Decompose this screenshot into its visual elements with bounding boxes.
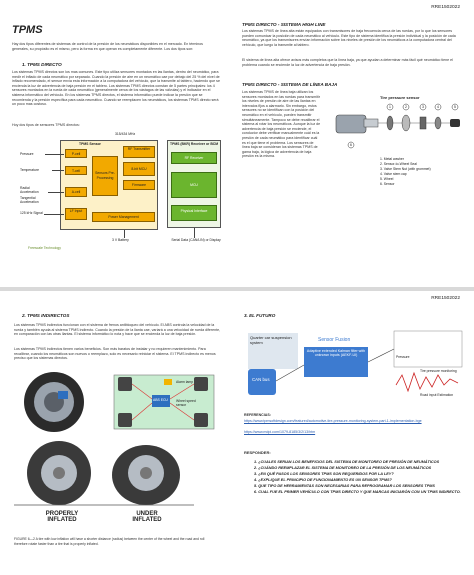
tire-pressure-sensor-figure (328, 95, 466, 203)
tire-inflation-comparison (14, 439, 194, 531)
question-item: 2. ¿CUÁNDO REEMPLAZAR EL SISTEMA DE MONITOREO DE LA PRESIÓN DE LOS NEUMÁTICOS (254, 466, 432, 470)
alarm-lamp-label: Alarm lamp (176, 380, 194, 384)
low-line-heading: TPMS DIRECTO - SISTEMA DE LÍNEA BAJA (242, 82, 338, 87)
input-radial-accel: Radial Acceleration (20, 186, 39, 194)
svg-text:4: 4 (437, 105, 439, 110)
connector-line (194, 228, 195, 238)
question-list (254, 459, 464, 495)
connector-line (45, 154, 64, 155)
tire-monitoring-label: Tire pressure monitoring (420, 369, 457, 373)
physical-interface-block: Physical Interface (171, 205, 217, 221)
abs-ecu-label: ABS ECU (153, 398, 168, 402)
svg-text:5: 5 (454, 105, 456, 110)
input-tangential-accel: Tangential Acceleration (20, 196, 39, 204)
tpms-block-diagram (20, 132, 224, 252)
high-line-paragraph-2: El sistema de línea alta ofrece avisos más completos que la línea baja, ya que ayudan a determinar más fácil qué neumático tiene el problema cuando se enciende la luz de advertencia de baja presión. (242, 58, 453, 67)
connector-line (124, 230, 125, 238)
rf-transmitter-block: RF Transmitter (123, 146, 155, 158)
connector-line (52, 170, 64, 171)
reference-link-2[interactable]: https://www.mdpi.com/1079-8185/3/2/13/htm (244, 430, 316, 434)
firmware-block: Firmware (123, 180, 155, 190)
high-line-heading: TPMS DIRECTO - SISTEMA HIGH LINE (242, 22, 326, 27)
under-inflated-label: UNDER INFLATED (132, 511, 162, 523)
receiver-title: TPMS (BKR) Receiver or BCM (170, 142, 219, 146)
section-2-paragraph: Los sistemas TPMS indirectos funcionan con el sistema de frenos antibloqueo del vehículo. El ABS controla la velocidad de la rueda y también ayuda al sistema TPMS indirecto. Cuando la presión de la llanta cae, varíará a una velocidad de rueda diferente, en comparación con las otras llantas. El sistema informático lo nota y hace que se encienda la luz de baja presión. (14, 323, 221, 337)
wheel-speed-sensor-label: Wheel speed sensor (176, 399, 196, 407)
section-3-heading: 3. EL FUTURO (244, 313, 276, 318)
t-cell-block: T-cell (65, 166, 87, 175)
question-item: 6. CUAL FUE EL PRIMER VEHÍCULO CON TPMS DIRECTO Y QUE MARCAS INICIARÓN CON UN TPMS INDIRECTO. (254, 490, 461, 494)
sensor-part-6: 6. Sensor (380, 182, 395, 186)
document-code: RRE1502022 (431, 5, 460, 10)
sensor-figure-title: Tire pressure sensor (380, 95, 420, 100)
p-cell-block: P-cell (65, 149, 87, 158)
svg-text:1: 1 (389, 105, 391, 110)
question-item: 1. ¿CUALES SERIAN LOS BENEFICIOS DEL SISTEMA DE MONITOREO DE PRESIÓN DE NEUMÁTICOS (254, 460, 440, 464)
indirect-tpms-figure (14, 369, 224, 435)
references-heading: REFERENCIAS: (244, 413, 271, 417)
connector-line (44, 214, 64, 215)
lf-input-block: LF Input (65, 208, 87, 220)
road-estimation-label: Road input Estimation (420, 393, 454, 397)
sensor-part-4: 4. Valve stem cap (380, 172, 407, 176)
svg-text:2: 2 (405, 105, 407, 110)
sensor-fusion-title: Sensor Fusion (318, 337, 351, 343)
document-page-1 (0, 0, 474, 287)
svg-text:6: 6 (350, 143, 352, 148)
section-2-paragraph-2: Los sistemas TPMS indirectos tienen varios beneficios. Son más baratos de instalar y no requieren mantenimiento. Para recalibrar, cuando los neumáticos son nuevos o reemplazo, solo es necesario reiniciar el sistema. El TPMS indirecto es menos preciso que los sistemas directos. (14, 347, 216, 361)
question-item: 3. ¿EN QUÉ PASOS LOS SENSORES TPMS SON REQUERIDOS POR LA LEY? (254, 472, 394, 476)
sensor-part-5: 5. Wheel (380, 177, 394, 181)
connector-line (48, 192, 64, 193)
input-lf-signal: 125 kHz Signal (20, 211, 43, 215)
sensor-part-2: 2. Sensor-to-Wheel Seal (380, 162, 417, 166)
vendor-label: Freescale Technology (28, 246, 61, 250)
document-code: RRE1502022 (431, 296, 460, 301)
input-pressure: Pressure (20, 152, 34, 156)
sensor-preprocessing-block: Sensors Pre-Processing (92, 156, 118, 196)
pressure-label: Pressure (396, 355, 410, 359)
quarter-car-label: Quarter car suspension system (250, 335, 292, 345)
rf-receiver-block: RF Receiver (171, 152, 217, 164)
receiver-mcu-block: MCU (171, 172, 217, 198)
document-page-2 (0, 291, 474, 575)
sensor-title: TPMS Sensor (79, 142, 101, 146)
figure-caption: FIGURE 6—2 A tire with low inflation will have a shorter distance (radius) between the center of the wheel and the road and roll therefore rotate faster than a tire that is properly inflated. (14, 537, 205, 546)
section-1-paragraph: Los sistemas TPMS directos son los mas comunes. Este tipo utiliza sensores montados en las llantas, dentro del neumático, para medir el inflado de cada neumático por separado. Cuando la presión de aire en un neumático cae por debajo del 25 % del nivel de inflado recomendado, el sensor envía esta información a la computadora del vehículo, que la transmite al tablero, haciendo que se encienda la luz de advertencia de baja presión en el tablero. Los sistemas TPMS directos constan de 5 partes principales: los 4 sensores montados en la rueda de cada neumático (generalmente cerca de los vástagos de las válvulas) y el indicador en el sistema informático del vehículo. En los sistemas TPMS directos, el sistema informático puede indicar la presión que se recomienda y la presión específica para cada neumático. Cuando se reemplacen los neumáticos, los sistemas TPMS directo será un poco mas costoso. (12, 70, 220, 107)
intro-paragraph: Hay dos tipos diferentes de sistemas de control de la presión de los neumáticos disponibles en el mercado. En términos generales, su propósito es el mismo, pero la forma en que operan es completamente diferente. Los dos tipos son: (12, 42, 203, 51)
serial-data-label: Serial Data (CAN/LIN) or Display (171, 238, 221, 242)
question-item: 5. QUE TIPO DE HERRAMIENTAS SON NECESARIAS PARA REPROGRAMAR LOS SENSORES TPMS (254, 484, 435, 488)
answers-heading: RESPONDER: (244, 450, 271, 455)
question-item: 4. ¿EXPLIQUE EL PRINCIPIO DE FUNCIONAMIENTO ES UN SENSOR TPMS? (254, 478, 392, 482)
mcu-block: 8-bit MCU (123, 162, 155, 176)
high-line-paragraph: Los sistemas TPMS de línea alta están equipados con transmisores de baja frecuencia cerca de las ruedas, por lo que los sensores pueden comunicar la posición de cada neumático al vehículo. Este tipo de sistema identifica la presión individual y la posición de cada neumático, ya que los transmisores envían información sobre los niveles de presión de los neumáticos a la computadora central del vehículo, que luego la transmite al tablero. (242, 29, 456, 47)
section-2-heading: 2. TPMS INDIRECTOS (22, 313, 70, 318)
reference-link-1[interactable]: https://www.tpmsoftdesign.com/featured/automotive-tire-pressure-monitoring-system-part-1-implementation-bge (244, 419, 422, 423)
sensor-part-3: 3. Valve Stem Nut (with grommet) (380, 167, 431, 171)
battery-label: 3 V Battery (112, 238, 129, 242)
frequency-label: 315/434 MHz (115, 132, 136, 136)
sensor-part-1: 1. Metal washer (380, 157, 404, 161)
properly-inflated-label: PROPERLY INFLATED (45, 511, 79, 523)
a-cell-block: A-cell (65, 187, 87, 197)
section-1-heading: 1. TPMS DIRECTO (22, 62, 62, 67)
svg-text:3: 3 (422, 105, 424, 110)
page-title: TPMS (12, 24, 43, 36)
input-temperature: Temperature (20, 168, 40, 172)
tire-drawings (14, 439, 194, 509)
kalman-filter-label: Adaptive extended Kalman filter with unknown inputs (AEKF-UI) (306, 349, 366, 357)
power-management-block: Power Management (92, 212, 155, 222)
low-line-paragraph: Los sistemas TPMS de línea baja utilizan los sensores montados en las ruedas para transmitir los niveles de presión de aire de las llantas en intervalos fijos a alarmarlo. Sin embargo, estos sensores no se identifican con la posición del neumático en el vehículo, pueden transmitir simultáneamente. Tampoco se debe recalibrar el sistema al rotar los neumáticos. Aunque la luz de advertencia de baja presión se enciende, el conductor debe verificar manualmente cuál es la presión de cada neumático para identificar cuál es el que tiene el problema. Los sensores de línea baja se consideran los sistemas TPMS de gama baja, la lógica de advertencia de baja presión es la misma. (242, 90, 321, 159)
can-bus-label: CAN bus (252, 377, 270, 382)
future-sensor-fusion-diagram (244, 325, 466, 405)
section-1-paragraph-2: Hoy dos tipos de sensores TPMS directos: (12, 123, 80, 127)
